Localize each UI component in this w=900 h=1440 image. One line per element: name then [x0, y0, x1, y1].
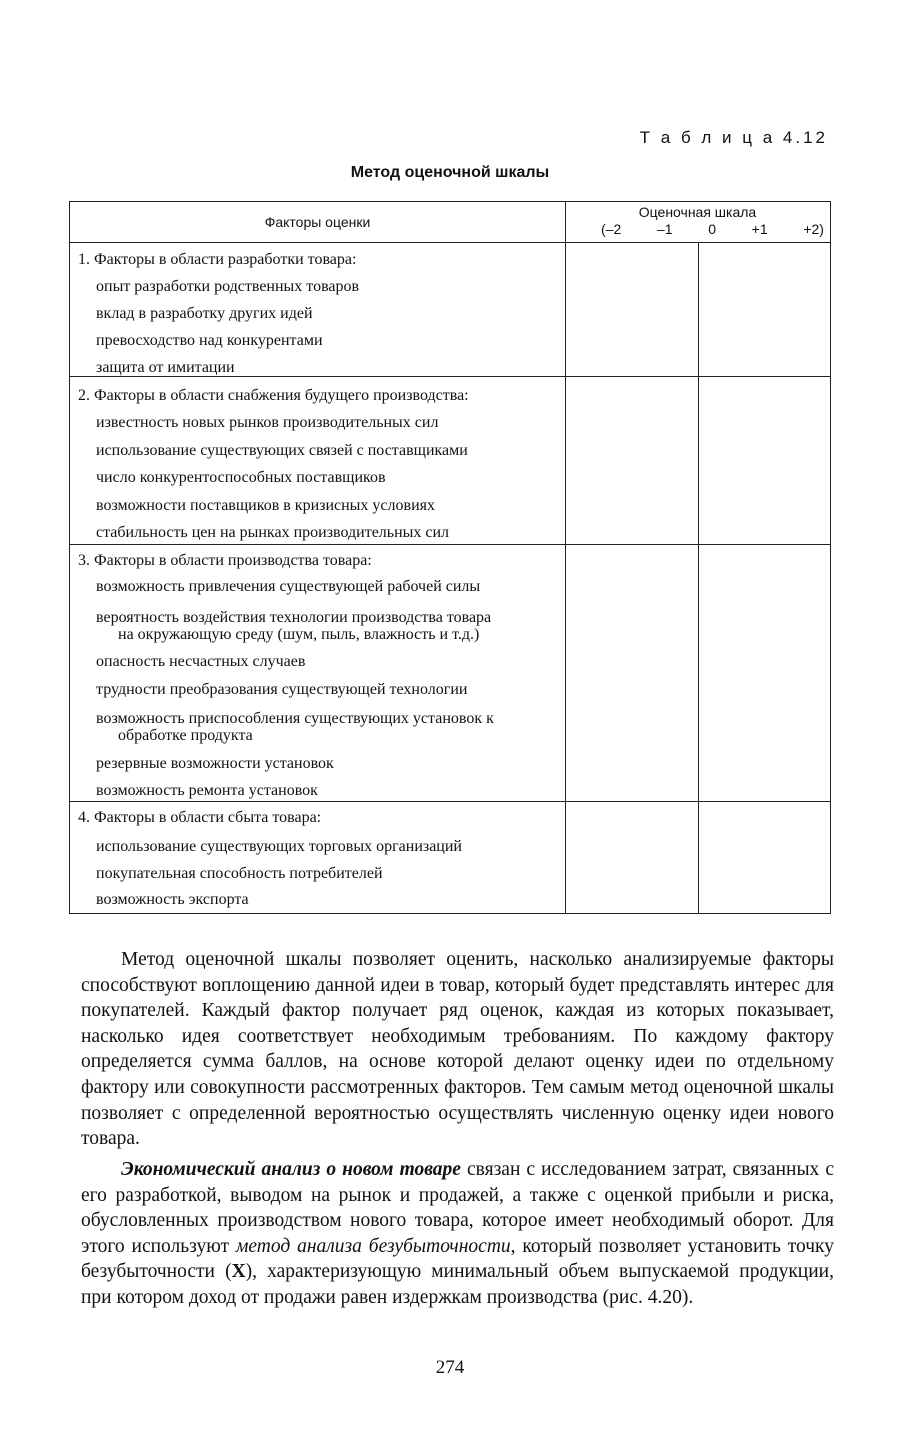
page-number: 274 [435, 1357, 465, 1378]
header-scale [565, 202, 830, 242]
header-factors: Факторы оценки [264, 214, 371, 230]
factor-item [96, 609, 560, 643]
factor-item: покупательная способность потребителей [96, 865, 383, 882]
term-breakeven-method: метод анализа безубыточности [235, 1235, 511, 1257]
group-title: 4. Факторы в области сбыта товара: [78, 809, 322, 826]
group-divider [70, 544, 830, 545]
paragraph-text: связан с исследованием затрат, связанных с его разработкой, выводом на рынок и продажей, а также с оценкой прибыли и риска, обусловленных производством нового товара, которое имеет необходимый оборот. Для этого используют [81, 1159, 834, 1257]
scale-column-divider [698, 242, 699, 914]
scale-title: Оценочная шкала [638, 204, 757, 220]
factor-item: возможности поставщиков в кризисных условиях [96, 497, 435, 514]
group-divider [70, 376, 830, 377]
factor-item-continuation: на окружающую среду (шум, пыль, влажность и т.д.) [118, 626, 480, 643]
paragraph-text: , который позволяет установить точку безубыточности ( [81, 1235, 834, 1283]
factor-item: возможность ремонта установок [96, 782, 318, 799]
table-title: Метод оценочной шкалы [350, 164, 550, 181]
group-title: 3. Факторы в области производства товара: [78, 552, 372, 569]
paragraph-economic-analysis [81, 1157, 834, 1311]
factor-item: трудности преобразования существующей технологии [96, 681, 468, 698]
scale-value: (–2 [601, 221, 622, 237]
term-economic-analysis: Экономический анализ о новом товаре [121, 1159, 461, 1180]
factor-item-line: возможность приспособления существующих установок к [96, 710, 494, 727]
factor-item [96, 710, 560, 744]
factor-item: возможность привлечения существующей рабочей силы [96, 578, 481, 595]
group-divider [70, 801, 830, 802]
evaluation-table [69, 201, 831, 914]
factor-item: число конкурентоспособных поставщиков [96, 469, 386, 486]
scale-value: +1 [751, 221, 768, 237]
factor-item: превосходство над конкурентами [96, 332, 323, 349]
factor-item: опасность несчастных случаев [96, 653, 306, 670]
scale-value: +2) [803, 221, 824, 237]
paragraph-text: Метод оценочной шкалы позволяет оценить, насколько анализируемые факторы способствуют воплощению данной идеи в товар, который будет представлять интерес для покупателей. Каждый фактор получает ряд оценок, каждая из которых показывает, насколько идея соответствует необходимым требованиям. По каждому фактору определяется сумма баллов, на основе которой делают оценку идеи по отдельному фактору или совокупности рассмотренных факторов. Тем самым метод оценочной шкалы позволяет с определенной вероятностью осуществлять численную оценку идеи нового товара. [81, 949, 834, 1150]
breakeven-symbol: X [231, 1261, 246, 1283]
factor-item: резервные возможности установок [96, 755, 334, 772]
paragraph-scale-method [81, 947, 834, 1152]
factor-item: опыт разработки родственных товаров [96, 278, 360, 295]
column-divider [565, 242, 566, 914]
scale-values [601, 221, 824, 237]
factor-item-continuation: обработке продукта [118, 727, 253, 744]
table-number: Т а б л и ц а 4.12 [639, 128, 828, 147]
factor-item: известность новых рынков производительных сил [96, 414, 439, 431]
scale-value: –1 [656, 221, 673, 237]
factor-item: использование существующих связей с поставщиками [96, 442, 468, 459]
factor-item: защита от имитации [96, 359, 235, 376]
factor-item: вклад в разработку других идей [96, 305, 313, 322]
paragraph-text: ), характеризующую минимальный объем выпускаемой продукции, при котором доход от продажи равен издержкам производства (рис. 4.20). [81, 1261, 834, 1308]
table-header [70, 202, 830, 243]
group-title: 2. Факторы в области снабжения будущего производства: [78, 387, 469, 404]
group-title: 1. Факторы в области разработки товара: [78, 251, 357, 268]
factor-item: возможность экспорта [96, 891, 249, 908]
scale-value: 0 [708, 221, 716, 237]
factor-item: стабильность цен на рынках производительных сил [96, 524, 450, 541]
factor-item: использование существующих торговых организаций [96, 838, 462, 855]
factor-item-line: вероятность воздействия технологии производства товара [96, 609, 492, 626]
